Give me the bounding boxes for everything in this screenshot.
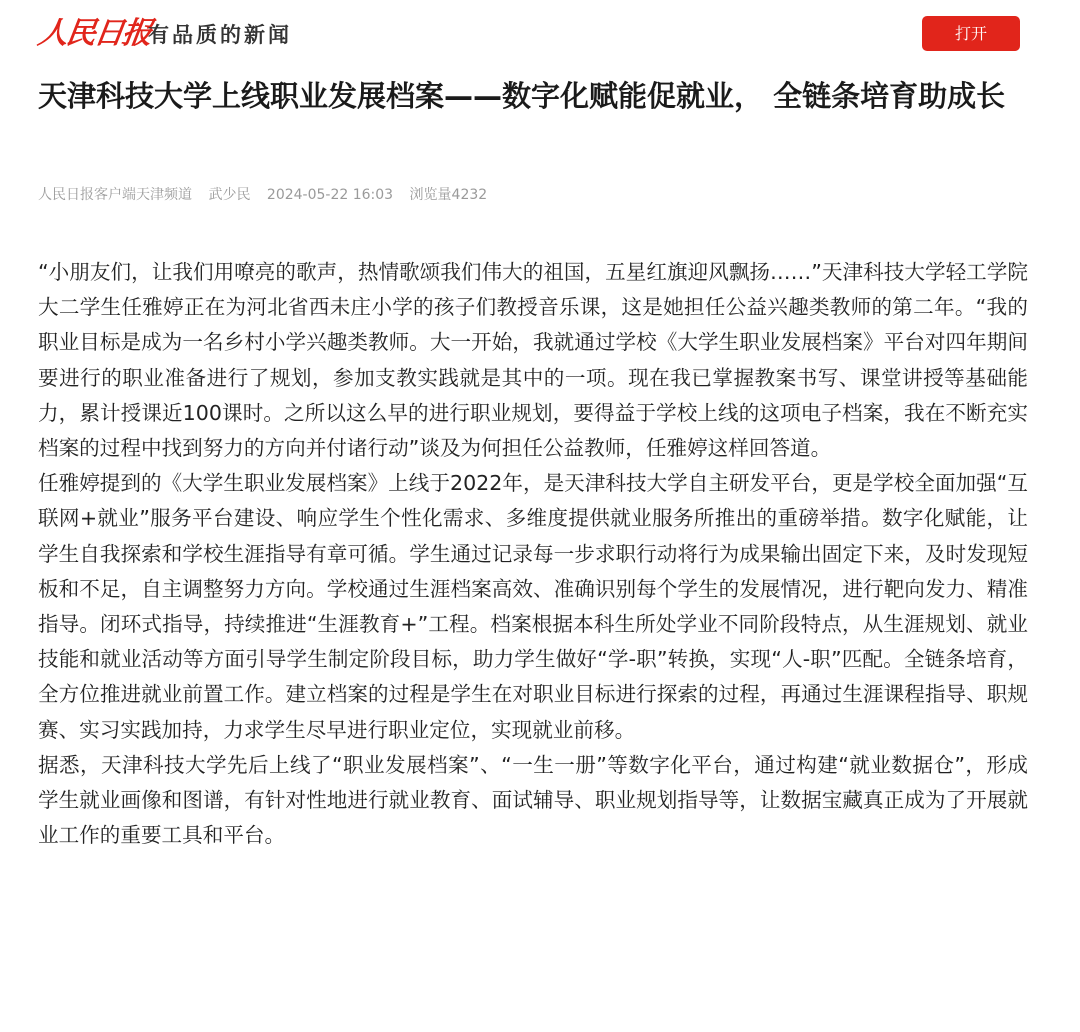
article-paragraph: 任雅婷提到的《大学生职业发展档案》上线于2022年，是天津科技大学自主研发平台，更是学校全面加强“互联网+就业”服务平台建设、响应学生个性化需求、多维度提供就业服务所推出的重磅举措。数字化赋能，让学生自我探索和学校生涯指导有章可循。学生通过记录每一步求职行动将行为成果输出固定下来，及时发现短板和不足，自主调整努力方向。学校通过生涯档案高效、准确识别每个学生的发展情况，进行靶向发力、精准指导。闭环式指导，持续推进“生涯教育+”工程。档案根据本科生所处学业不同阶段特点，从生涯规划、就业技能和就业活动等方面引导学生制定阶段目标，助力学生做好“学-职”转换，实现“人-职”匹配。全链条培育，全方位推进就业前置工作。建立档案的过程是学生在对职业目标进行探索的过程，再通过生涯课程指导、职规赛、实习实践加持，力求学生尽早进行职业定位，实现就业前移。 <box>38 471 1028 742</box>
article-source: 人民日报客户端天津频道 <box>38 187 192 203</box>
open-app-button[interactable]: 打开 <box>922 16 1020 51</box>
article-paragraph: “小朋友们，让我们用嘹亮的歌声，热情歌颂我们伟大的祖国，五星红旗迎风飘扬……”天津科技大学轻工学院大二学生任雅婷正在为河北省西未庄小学的孩子们教授音乐课，这是她担任公益兴趣类教师的第二年。“我的职业目标是成为一名乡村小学兴趣类教师。大一开始，我就通过学校《大学生职业发展档案》平台对四年期间要进行的职业准备进行了规划，参加支教实践就是其中的一项。现在我已掌握教案书写、课堂讲授等基础能力，累计授课近100课时。之所以这么早的进行职业规划，要得益于学校上线的这项电子档案，我在不断充实档案的过程中找到努力的方向并付诸行动”谈及为何担任公益教师，任雅婷这样回答道。 <box>38 260 1028 461</box>
article-view-count: 浏览量4232 <box>409 187 488 203</box>
top-bar <box>0 0 1080 70</box>
article-meta <box>38 185 499 205</box>
brand-slogan: 有品质的新闻 <box>148 22 292 47</box>
article-body <box>38 255 1028 853</box>
article-datetime: 2024-05-22 16:03 <box>266 187 394 203</box>
article-author: 武少民 <box>208 187 251 203</box>
brand-logo[interactable]: 人民日报 <box>35 16 153 51</box>
article-paragraph: 据悉，天津科技大学先后上线了“职业发展档案”、“一生一册”等数字化平台，通过构建“就业数据仓”，形成学生就业画像和图谱，有针对性地进行就业教育、面试辅导、职业规划指导等，让数据宝藏真正成为了开展就业工作的重要工具和平台。 <box>38 752 1028 848</box>
article-title: 天津科技大学上线职业发展档案——数字化赋能促就业， 全链条培育助成长 <box>38 79 1006 113</box>
